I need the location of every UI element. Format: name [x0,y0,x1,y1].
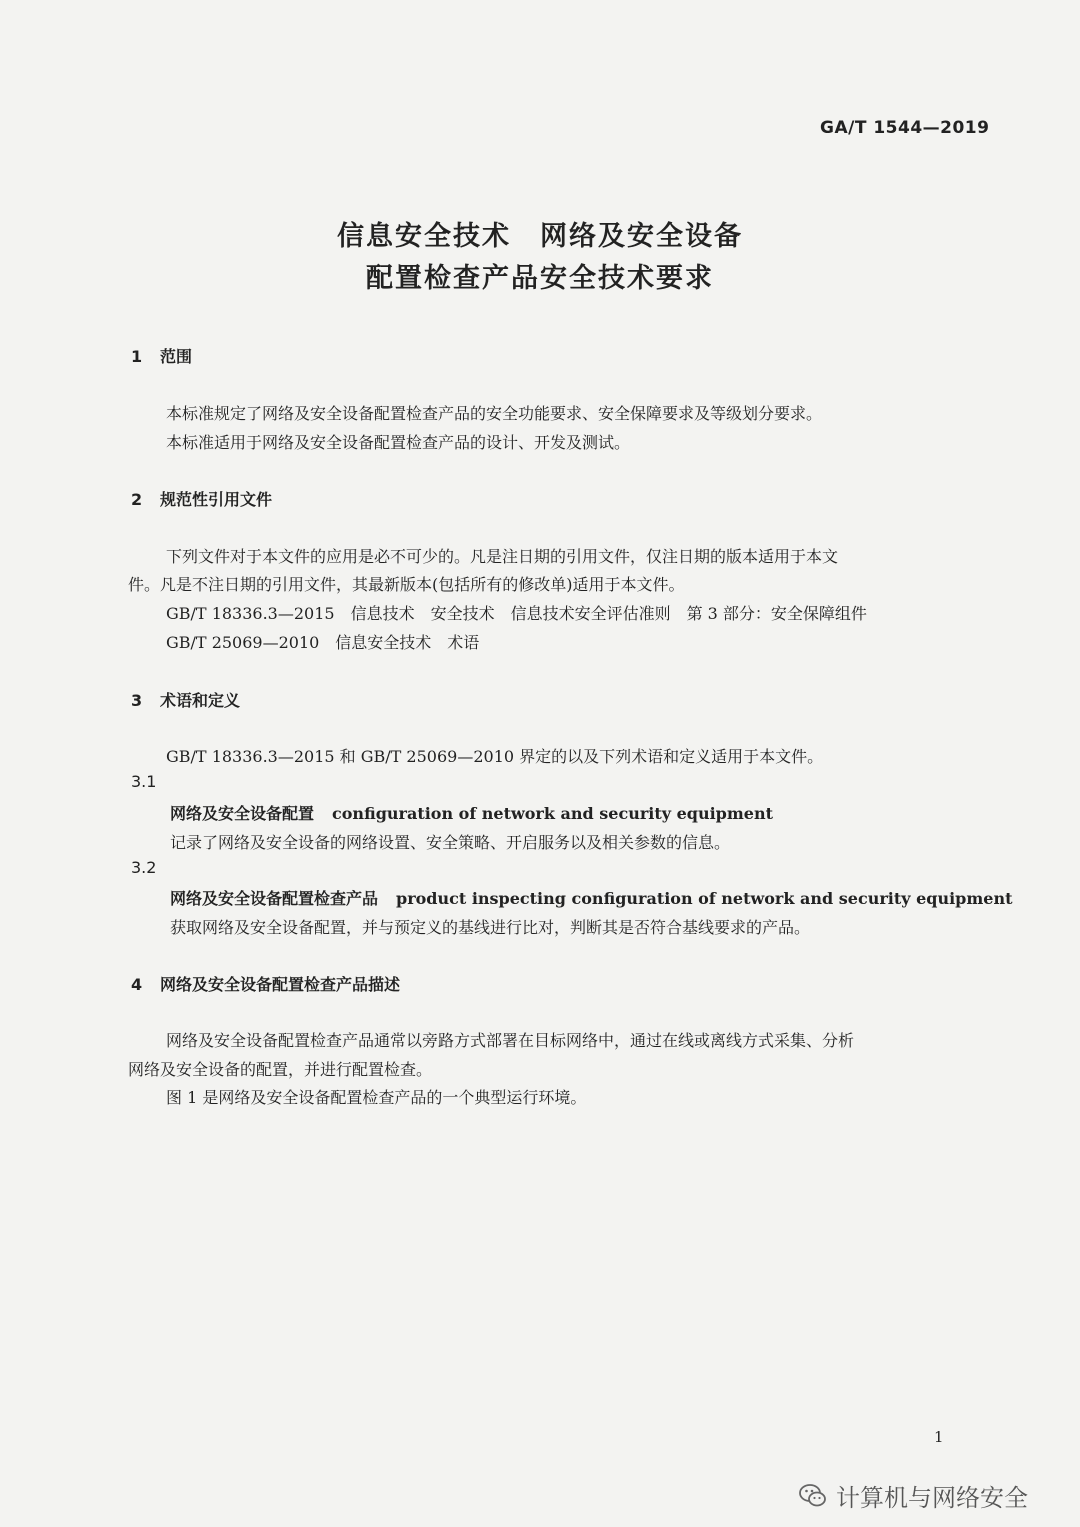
section-4-paragraph-2: 图 1 是网络及安全设备配置检查产品的一个典型运行环境。 [166,1088,587,1107]
section-1-paragraph-1: 本标准规定了网络及安全设备配置检查产品的安全功能要求、安全保障要求及等级划分要求。 [166,404,823,423]
section-title: 范围 [160,347,193,366]
section-number: 2 [131,490,143,509]
term-3-2-title [170,886,1013,909]
section-title: 术语和定义 [160,691,241,710]
term-3-2-definition: 获取网络及安全设备配置，并与预定义的基线进行比对，判断其是否符合基线要求的产品。 [170,918,811,937]
section-2-paragraph-line2: 件。凡是不注日期的引用文件，其最新版本(包括所有的修改单)适用于本文件。 [128,575,685,594]
section-2-paragraph-line1: 下列文件对于本文件的应用是必不可少的。凡是注日期的引用文件，仅注日期的版本适用于本文 [166,547,839,566]
normative-reference-1: GB/T 18336.3—2015 信息技术 安全技术 信息技术安全评估准则 第 3 部分：安全保障组件 [166,604,867,623]
term-chinese: 网络及安全设备配置 [170,804,315,823]
section-title: 网络及安全设备配置检查产品描述 [160,975,401,994]
term-english: configuration of network and security equipment [332,804,773,823]
normative-reference-2: GB/T 25069—2010 信息安全技术 术语 [166,633,480,652]
section-4-paragraph-line2: 网络及安全设备的配置，并进行配置检查。 [128,1060,433,1079]
term-3-1-definition: 记录了网络及安全设备的网络设置、安全策略、开启服务以及相关参数的信息。 [170,833,731,852]
term-3-1-number: 3.1 [131,772,157,791]
page-number: 1 [934,1428,944,1446]
section-4-heading [131,972,400,995]
standard-code: GA/T 1544—2019 [820,118,990,138]
section-4-paragraph-line1: 网络及安全设备配置检查产品通常以旁路方式部署在目标网络中，通过在线或离线方式采集、分析 [166,1031,855,1050]
term-chinese: 网络及安全设备配置检查产品 [170,889,379,908]
section-3-intro: GB/T 18336.3—2015 和 GB/T 25069—2010 界定的以及下列术语和定义适用于本文件。 [166,747,824,766]
section-number: 3 [131,691,143,710]
watermark-text: 计算机与网络安全 [836,1484,1028,1512]
document-title-line1: 信息安全技术 网络及安全设备 [337,221,743,252]
document-title-line2: 配置检查产品安全技术要求 [366,263,714,294]
term-english: product inspecting configuration of network and security equipment [396,889,1013,908]
section-1-heading [131,344,192,367]
watermark [798,1478,1028,1513]
section-2-heading [131,487,272,510]
section-number: 1 [131,347,143,366]
section-3-heading [131,688,240,711]
wechat-icon [798,1481,828,1511]
section-1-paragraph-2: 本标准适用于网络及安全设备配置检查产品的设计、开发及测试。 [166,433,631,452]
term-3-1-title [170,801,773,824]
term-3-2-number: 3.2 [131,858,157,877]
section-number: 4 [131,975,143,994]
section-title: 规范性引用文件 [160,490,273,509]
